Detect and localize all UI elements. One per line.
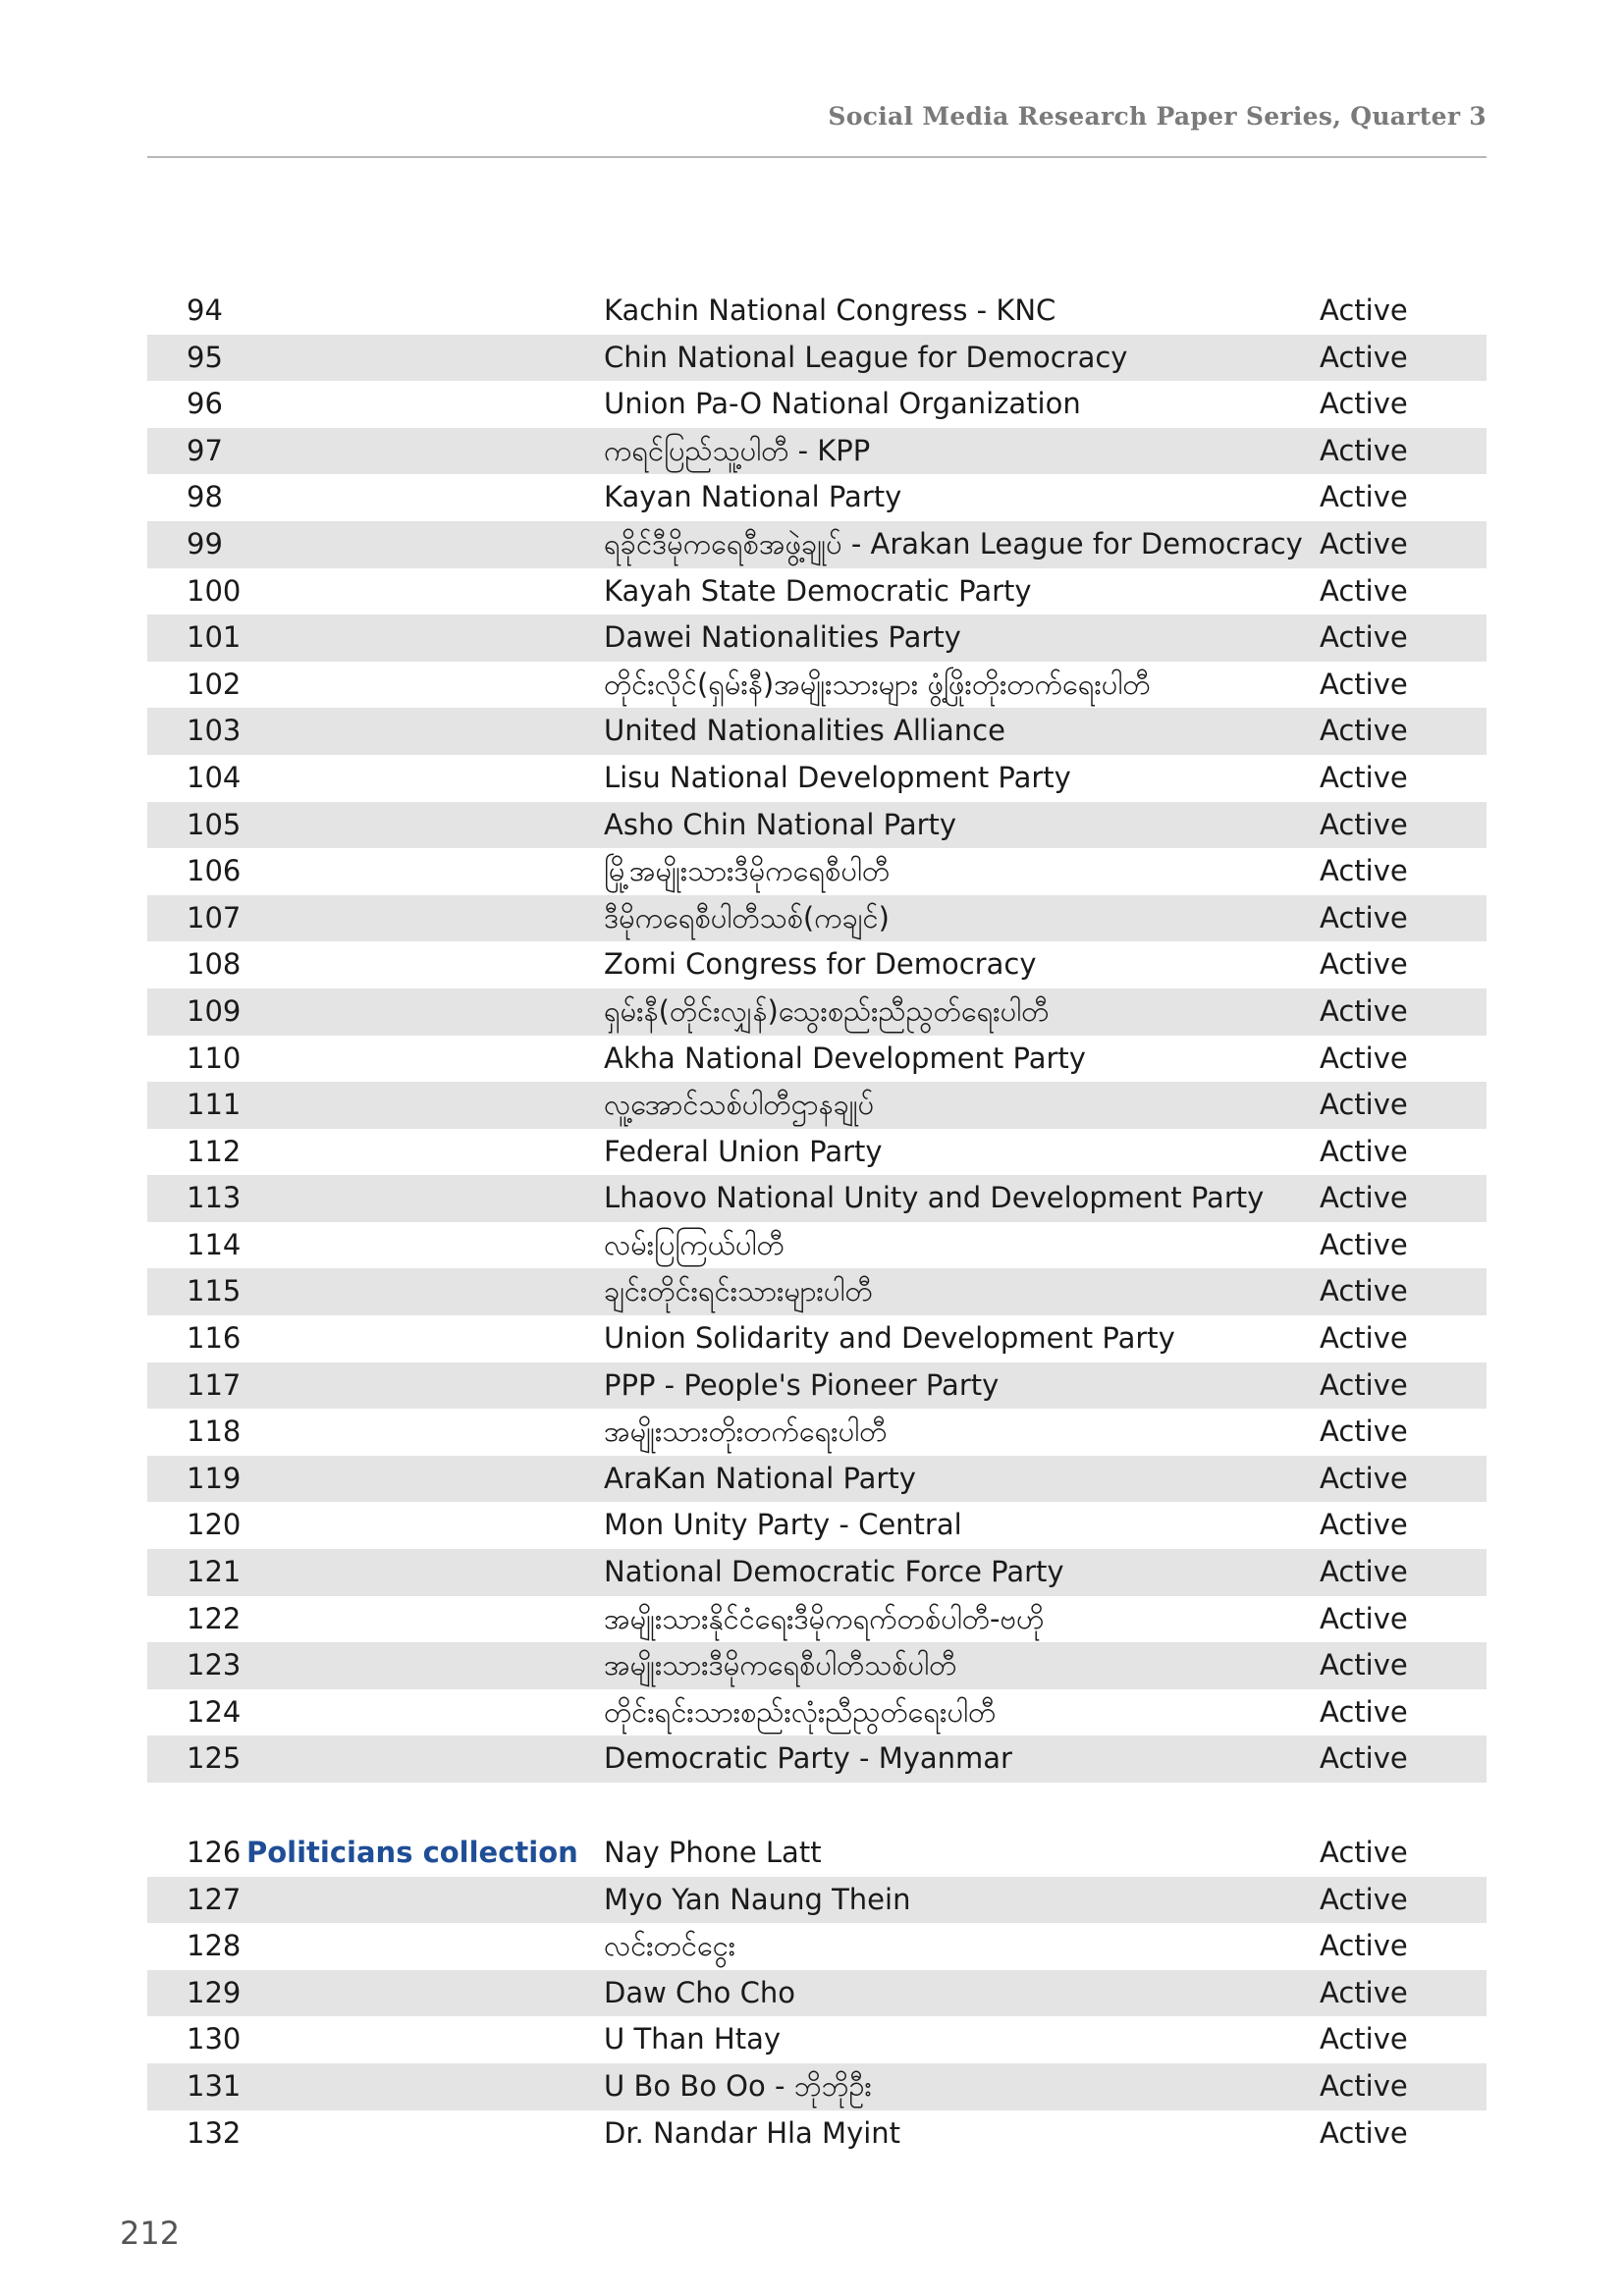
table-row (147, 988, 1487, 1036)
status-value: Active (1320, 947, 1408, 982)
row-number: 103 (187, 714, 242, 748)
row-number: 115 (187, 1274, 242, 1308)
status-value: Active (1320, 573, 1408, 608)
status-value: Active (1320, 1415, 1408, 1449)
entity-name: Lisu National Development Party (604, 760, 1071, 794)
entity-name: Zomi Congress for Democracy (604, 947, 1037, 982)
status-value: Active (1320, 387, 1408, 421)
status-value: Active (1320, 1555, 1408, 1589)
status-value: Active (1320, 526, 1408, 561)
status-value: Active (1320, 1648, 1408, 1682)
politicians-table (147, 1830, 1487, 2157)
table-row (147, 1970, 1487, 2017)
status-value: Active (1320, 1134, 1408, 1168)
table-row (147, 1175, 1487, 1222)
table-row (147, 1362, 1487, 1410)
table-row (147, 428, 1487, 475)
entity-name: လမ်းပြကြယ်ပါတီ (604, 1227, 785, 1261)
table-row (147, 1689, 1487, 1736)
entity-name: Dr. Nandar Hla Myint (604, 2115, 901, 2150)
entity-name: Mon Unity Party - Central (604, 1508, 962, 1542)
row-number: 117 (187, 1367, 242, 1402)
table-row (147, 708, 1487, 755)
entity-name: လူ့အောင်သစ်ပါတီဌာနချုပ် (604, 1088, 875, 1122)
row-number: 96 (187, 387, 223, 421)
table-row (147, 1268, 1487, 1315)
table-row (147, 288, 1487, 335)
status-value: Active (1320, 1367, 1408, 1402)
status-value: Active (1320, 620, 1408, 655)
entity-name: ချင်းတိုင်းရင်းသားများပါတီ (604, 1274, 873, 1308)
status-value: Active (1320, 1041, 1408, 1075)
status-value: Active (1320, 480, 1408, 514)
entity-name: Akha National Development Party (604, 1041, 1086, 1075)
row-number: 128 (187, 1929, 242, 1963)
row-number: 120 (187, 1508, 242, 1542)
entity-name: အမျိုးသားနိုင်ငံရေးဒီမိုကရက်တစ်ပါတီ-ဗဟို (604, 1601, 1045, 1635)
entity-name: အမျိုးသားတိုးတက်ရေးပါတီ (604, 1415, 888, 1449)
row-number: 125 (187, 1741, 242, 1776)
table-row (147, 941, 1487, 988)
entity-name: မြို့အမျိုးသားဒီမိုကရေစီပါတီ (604, 854, 891, 888)
row-number: 121 (187, 1555, 242, 1589)
status-value: Active (1320, 854, 1408, 888)
status-value: Active (1320, 340, 1408, 374)
entity-name: လင်းတင်ငွေး (604, 1929, 736, 1963)
table-row (147, 895, 1487, 942)
row-number: 94 (187, 294, 223, 327)
table-row (147, 1129, 1487, 1176)
entity-name: Lhaovo National Unity and Development Party (604, 1181, 1265, 1215)
status-value: Active (1320, 1088, 1408, 1122)
status-value: Active (1320, 1929, 1408, 1963)
table-row (147, 381, 1487, 428)
table-row (147, 1642, 1487, 1689)
table-row (147, 802, 1487, 849)
status-value: Active (1320, 714, 1408, 748)
row-number: 132 (187, 2115, 242, 2150)
status-value: Active (1320, 2022, 1408, 2056)
table-row (147, 2016, 1487, 2063)
row-number: 113 (187, 1181, 242, 1215)
row-number: 122 (187, 1601, 242, 1635)
status-value: Active (1320, 900, 1408, 934)
table-row (147, 755, 1487, 802)
row-number: 105 (187, 807, 242, 841)
row-number: 110 (187, 1041, 242, 1075)
table-row (147, 568, 1487, 615)
row-number: 111 (187, 1088, 242, 1122)
row-number: 106 (187, 854, 242, 888)
entity-name: Kayan National Party (604, 480, 902, 514)
entity-name: United Nationalities Alliance (604, 714, 1005, 748)
row-number: 107 (187, 900, 242, 934)
entity-name: Nay Phone Latt (604, 1836, 822, 1869)
entity-name: ရခိုင်ဒီမိုကရေစီအဖွဲ့ချုပ် - Arakan League for Democracy (604, 526, 1303, 561)
entity-name: အမျိုးသားဒီမိုကရေစီပါတီသစ်ပါတီ (604, 1648, 957, 1682)
status-value: Active (1320, 1461, 1408, 1495)
table-row (147, 2110, 1487, 2158)
row-number: 95 (187, 340, 223, 374)
entity-name: ရှမ်းနီ(တိုင်းလျှန်)သွေးစည်းညီညွတ်ရေးပါတီ (604, 993, 1050, 1028)
entity-name: U Than Htay (604, 2022, 782, 2056)
row-number: 112 (187, 1134, 242, 1168)
row-number: 97 (187, 433, 223, 467)
row-number: 131 (187, 2068, 242, 2103)
row-number: 119 (187, 1461, 242, 1495)
table-row (147, 1409, 1487, 1456)
row-number: 114 (187, 1227, 242, 1261)
entity-name: Daw Cho Cho (604, 1975, 795, 2009)
row-number: 98 (187, 480, 223, 514)
status-value: Active (1320, 667, 1408, 701)
row-number: 127 (187, 1882, 242, 1916)
entity-name: Asho Chin National Party (604, 807, 957, 841)
status-value: Active (1320, 1227, 1408, 1261)
status-value: Active (1320, 2068, 1408, 2103)
entity-name: Union Solidarity and Development Party (604, 1321, 1175, 1356)
entity-name: AraKan National Party (604, 1461, 916, 1495)
table-row (147, 1502, 1487, 1549)
table-row (147, 1036, 1487, 1083)
entity-name: Myo Yan Naung Thein (604, 1882, 911, 1916)
table-row (147, 1549, 1487, 1596)
table-row (147, 1222, 1487, 1269)
entity-name: ကရင်ပြည်သူ့ပါတီ - KPP (604, 433, 871, 467)
status-value: Active (1320, 294, 1408, 327)
row-number: 118 (187, 1415, 242, 1449)
status-value: Active (1320, 760, 1408, 794)
row-number: 129 (187, 1975, 242, 2009)
table-row (147, 848, 1487, 895)
entity-name: Union Pa-O National Organization (604, 387, 1081, 421)
entity-name: Democratic Party - Myanmar (604, 1741, 1012, 1776)
row-number: 102 (187, 667, 242, 701)
row-number: 124 (187, 1694, 242, 1729)
table-row (147, 521, 1487, 568)
table-row (147, 1596, 1487, 1643)
entity-name: Kayah State Democratic Party (604, 573, 1032, 608)
table-row (147, 1456, 1487, 1503)
table-row (147, 1735, 1487, 1783)
entity-name: တိုင်းရင်းသားစည်းလုံးညီညွတ်ရေးပါတီ (604, 1694, 997, 1729)
status-value: Active (1320, 2115, 1408, 2150)
entity-name: National Democratic Force Party (604, 1555, 1064, 1589)
table-row (147, 474, 1487, 521)
group-label: Politicians collection (246, 1836, 578, 1869)
entity-name: U Bo Bo Oo - ဘိုဘိုဦး (604, 2068, 872, 2103)
status-value: Active (1320, 433, 1408, 467)
row-number: 101 (187, 620, 242, 655)
status-value: Active (1320, 1882, 1408, 1916)
entity-name: Federal Union Party (604, 1134, 883, 1168)
status-value: Active (1320, 1601, 1408, 1635)
table-row (147, 335, 1487, 382)
entity-name: Dawei Nationalities Party (604, 620, 961, 655)
parties-table (147, 288, 1487, 1783)
status-value: Active (1320, 1741, 1408, 1776)
status-value: Active (1320, 1274, 1408, 1308)
entity-name: PPP - People's Pioneer Party (604, 1367, 1000, 1402)
status-value: Active (1320, 993, 1408, 1028)
status-value: Active (1320, 1694, 1408, 1729)
row-number: 99 (187, 526, 223, 561)
table-row (147, 1315, 1487, 1362)
table-row (147, 1830, 1487, 1877)
entity-name: Kachin National Congress - KNC (604, 294, 1056, 327)
status-value: Active (1320, 1975, 1408, 2009)
row-number: 108 (187, 947, 242, 982)
row-number: 100 (187, 573, 242, 608)
status-value: Active (1320, 1836, 1408, 1869)
status-value: Active (1320, 807, 1408, 841)
status-value: Active (1320, 1181, 1408, 1215)
table-row (147, 1877, 1487, 1924)
running-header: Social Media Research Paper Series, Quarter 3 (828, 102, 1487, 131)
entity-name: Chin National League for Democracy (604, 340, 1128, 374)
table-row (147, 662, 1487, 709)
entity-name: ဒီမိုကရေစီပါတီသစ်(ကချင်) (604, 900, 890, 934)
table-row (147, 2063, 1487, 2110)
page-number: 212 (120, 2215, 181, 2252)
entity-name: တိုင်းလိုင်(ရှမ်းနီ)အမျိုးသားများ ဖွံ့ဖြိုးတိုးတက်ရေးပါတီ (604, 667, 1151, 701)
row-number: 123 (187, 1648, 242, 1682)
table-row (147, 614, 1487, 662)
row-number: 109 (187, 993, 242, 1028)
table-row (147, 1082, 1487, 1129)
row-number: 104 (187, 760, 242, 794)
row-number: 116 (187, 1321, 242, 1356)
row-number: 126 (187, 1836, 242, 1869)
status-value: Active (1320, 1321, 1408, 1356)
status-value: Active (1320, 1508, 1408, 1542)
row-number: 130 (187, 2022, 242, 2056)
header-divider (147, 156, 1487, 158)
table-row (147, 1923, 1487, 1970)
